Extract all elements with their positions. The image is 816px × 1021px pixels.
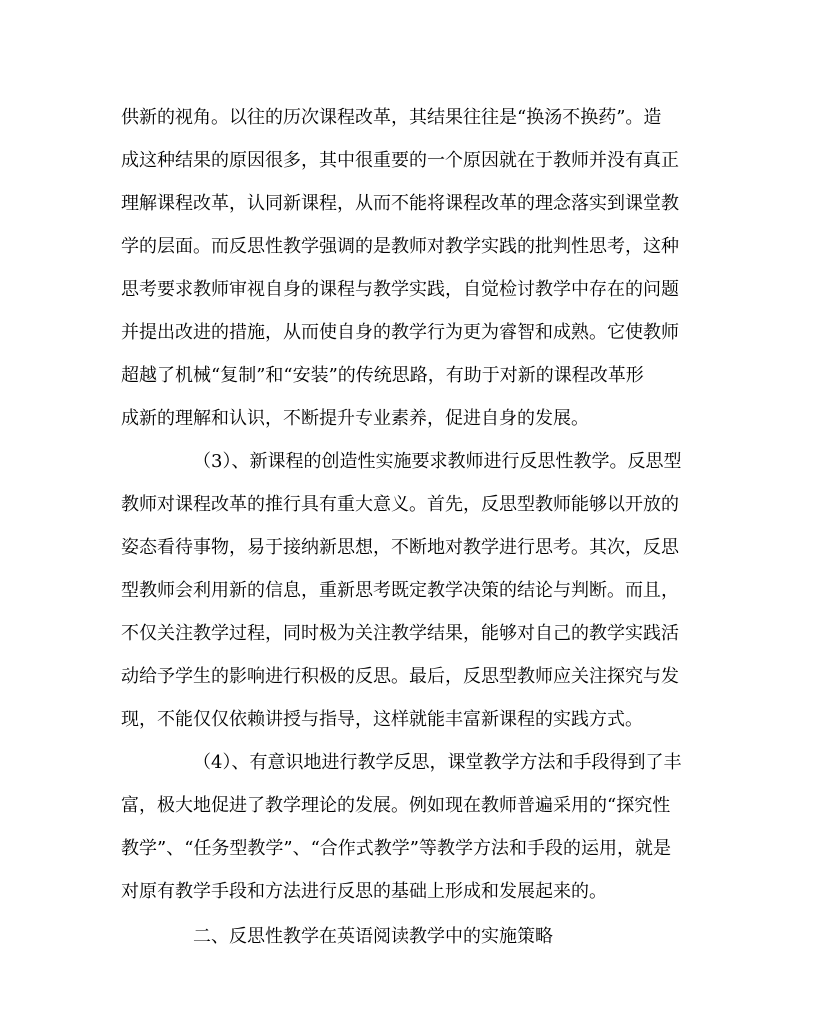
paragraph-3-line: 富，极大地促进了教学理论的发展。例如现在教师普遍采用的“探究性 (121, 795, 671, 816)
paragraph-2-line: （3）、新课程的创造性实施要求教师进行反思性教学。反思型 (193, 451, 682, 472)
paragraph-2-line: 不仅关注教学过程，同时极为关注教学结果，能够对自己的教学实践活 (121, 623, 679, 644)
paragraph-1-line: 成这种结果的原因很多，其中很重要的一个原因就在于教师并没有真正 (121, 150, 679, 171)
paragraph-1-line: 供新的视角。以往的历次课程改革，其结果往往是“换汤不换药”。造 (121, 107, 662, 128)
paragraph-3-line: 教学”、“任务型教学”、“合作式教学”等教学方法和手段的运用，就是 (121, 838, 672, 859)
paragraph-1-line: 思考要求教师审视自身的课程与教学实践，自觉检讨教学中存在的问题 (121, 279, 679, 300)
paragraph-3-line: 对原有教学手段和方法进行反思的基础上形成和发展起来的。 (121, 881, 607, 902)
paragraph-1-line: 超越了机械“复制”和“安装”的传统思路，有助于对新的课程改革形 (121, 365, 644, 386)
paragraph-2-line: 动给予学生的影响进行积极的反思。最后，反思型教师应关注探究与发 (121, 666, 679, 687)
paragraph-2-line: 型教师会利用新的信息，重新思考既定教学决策的结论与判断。而且， (121, 580, 679, 601)
paragraph-1-line: 并提出改进的措施，从而使自身的教学行为更为睿智和成熟。它使教师 (121, 322, 679, 343)
paragraph-1-line: 成新的理解和认识，不断提升专业素养，促进自身的发展。 (121, 408, 589, 429)
paragraph-1-line: 学的层面。而反思性教学强调的是教师对教学实践的批判性思考，这种 (121, 236, 679, 257)
section-heading: 二、反思性教学在英语阅读教学中的实施策略 (193, 926, 553, 947)
paragraph-1-line: 理解课程改革，认同新课程，从而不能将课程改革的理念落实到课堂教 (121, 193, 679, 214)
paragraph-2-line: 现，不能仅仅依赖讲授与指导，这样就能丰富新课程的实践方式。 (121, 709, 643, 730)
paragraph-3-line: （4）、有意识地进行教学反思，课堂教学方法和手段得到了丰 (193, 752, 682, 773)
paragraph-2-line: 教师对课程改革的推行具有重大意义。首先，反思型教师能够以开放的 (121, 494, 679, 515)
paragraph-2-line: 姿态看待事物，易于接纳新思想，不断地对教学进行思考。其次，反思 (121, 537, 679, 558)
